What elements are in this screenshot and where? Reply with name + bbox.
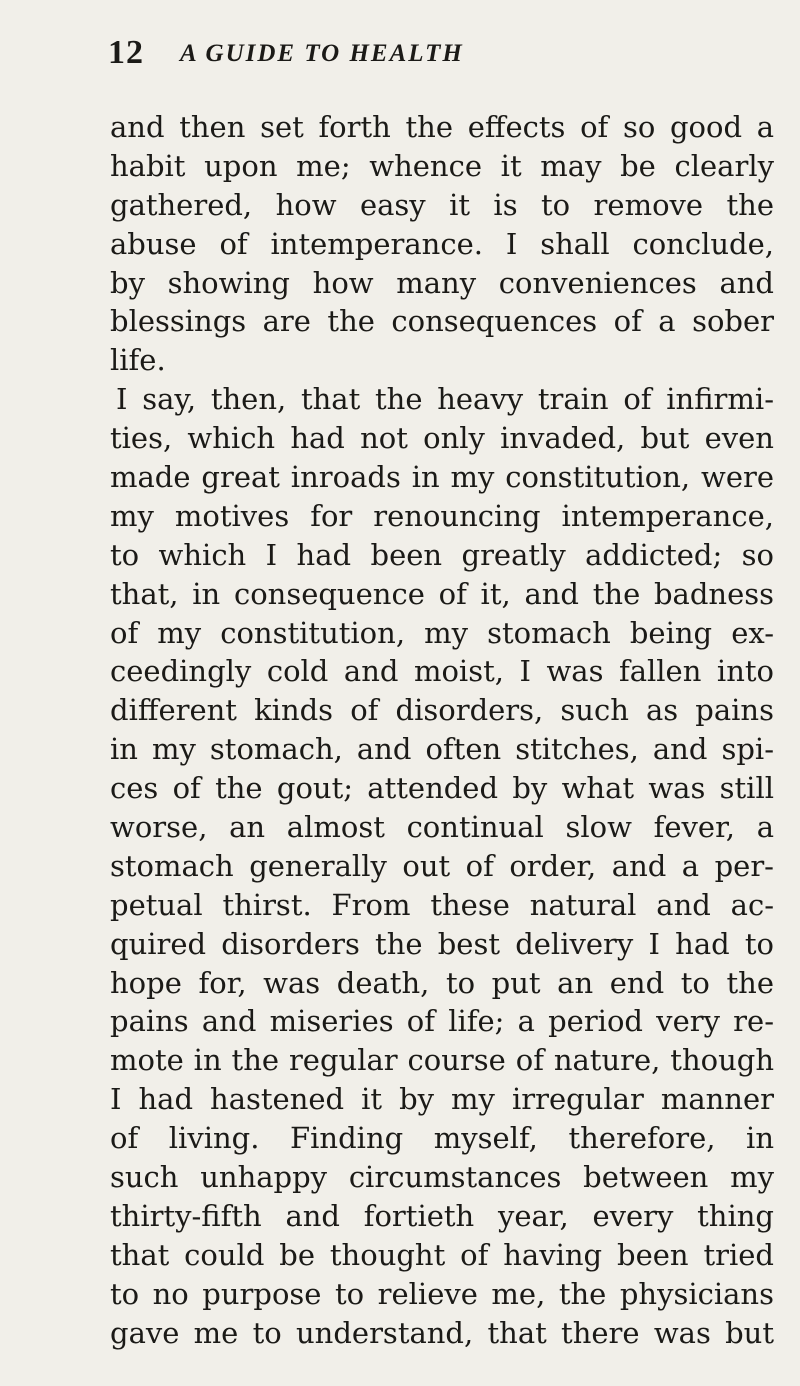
- text-line: worse, an almost continual slow fever, a: [110, 810, 774, 845]
- text-line: and then set forth the effects of so good a: [110, 110, 774, 144]
- text-line: that, in consequence of it, and the badness: [110, 576, 774, 611]
- text-line: made great inroads in my constitution, were: [110, 460, 774, 495]
- text-line: to which I had been greatly addicted; so: [110, 537, 774, 572]
- text-line: thirty-fifth and fortieth year, every thing: [110, 1198, 774, 1233]
- text-line: stomach generally out of order, and a per-: [110, 848, 774, 883]
- text-line: ces of the gout; attended by what was still: [110, 771, 774, 806]
- text-line: habit upon me; whence it may be clearly: [110, 148, 774, 183]
- text-line: gathered, how easy it is to remove the: [110, 187, 774, 222]
- text-line: blessings are the consequences of a sober: [110, 304, 774, 339]
- text-line: gave me to understand, that there was but: [110, 1315, 774, 1350]
- text-line: that could be thought of having been tried: [110, 1237, 774, 1272]
- text-line: of my constitution, my stomach being ex-: [110, 615, 774, 650]
- page-number: 12: [108, 34, 144, 71]
- text-line: my motives for renouncing intemperance,: [110, 498, 774, 533]
- text-line: quired disorders the best delivery I had to: [110, 926, 774, 961]
- text-line: to no purpose to relieve me, the physicians: [110, 1276, 774, 1311]
- text-line: ceedingly cold and moist, I was fallen into: [110, 654, 774, 689]
- text-line: of living. Finding myself, therefore, in: [110, 1121, 774, 1156]
- text-line: I say, then, that the heavy train of infirmi-: [116, 382, 774, 417]
- text-line: pains and miseries of life; a period very re-: [110, 1004, 774, 1039]
- text-line: in my stomach, and often stitches, and spi-: [110, 732, 774, 767]
- text-line: abuse of intemperance. I shall conclude,: [110, 226, 774, 261]
- text-line: by showing how many conveniences and: [110, 265, 774, 300]
- text-line: such unhappy circumstances between my: [110, 1160, 774, 1195]
- text-line: petual thirst. From these natural and ac-: [110, 887, 774, 922]
- running-head-title: A GUIDE TO HEALTH: [180, 40, 464, 67]
- text-line: ties, which had not only invaded, but even: [110, 421, 774, 456]
- body-text: [110, 108, 774, 1353]
- text-line: hope for, was death, to put an end to the: [110, 965, 774, 1000]
- text-line: life.: [110, 343, 166, 378]
- running-head: [108, 34, 768, 74]
- text-line: mote in the regular course of nature, though: [110, 1043, 774, 1078]
- text-line: different kinds of disorders, such as pains: [110, 693, 774, 728]
- text-line: I had hastened it by my irregular manner: [110, 1082, 774, 1117]
